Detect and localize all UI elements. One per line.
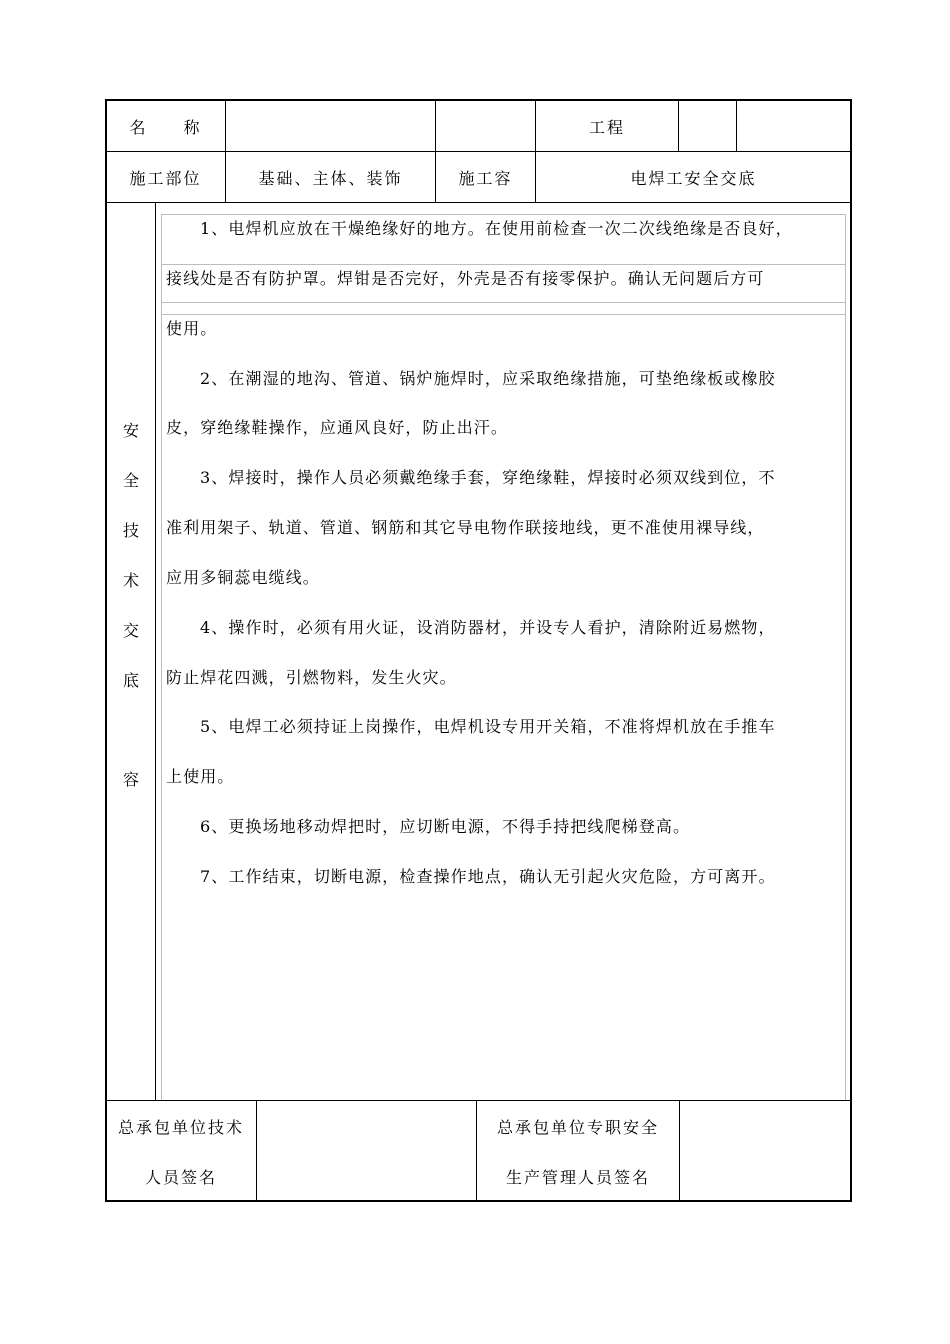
body-line: 使用。 xyxy=(166,319,218,338)
body-line: 准利用架子、轨道、管道、钢筋和其它导电物作联接地线，更不准使用裸导线， xyxy=(166,518,765,537)
body-line: 5、电焊工必须持证上岗操作，电焊机设专用开关箱，不准将焊机放在手推车 xyxy=(200,717,776,736)
tech-signature-label: 总承包单位技术 xyxy=(117,1117,244,1137)
side-label-char: 容 xyxy=(122,770,139,789)
text-frame xyxy=(161,214,846,215)
safety-signature-label: 总承包单位专职安全 xyxy=(496,1117,659,1137)
text-frame xyxy=(161,302,846,303)
body-line: 6、更换场地移动焊把时，应切断电源，不得手持把线爬梯登高。 xyxy=(200,817,691,836)
side-label-char: 交 xyxy=(122,621,139,640)
side-label-char: 术 xyxy=(122,571,139,590)
body-line: 7、工作结束，切断电源，检查操作地点，确认无引起火灾危险，方可离开。 xyxy=(200,867,776,886)
text-frame xyxy=(161,214,162,1100)
body-line: 接线处是否有防护罩。焊钳是否完好，外壳是否有接零保护。确认无问题后方可 xyxy=(166,269,765,288)
row-divider-2 xyxy=(106,202,851,203)
text-frame xyxy=(845,214,846,1100)
col-divider xyxy=(678,100,679,151)
content-label: 施工容 xyxy=(458,168,513,188)
body-line: 1、电焊机应放在干燥绝缘好的地方。在使用前检查一次二次线绝缘是否良好， xyxy=(200,219,793,238)
body-line: 2、在潮湿的地沟、管道、锅炉施焊时，应采取绝缘措施，可垫绝缘板或橡胶 xyxy=(200,369,776,388)
safety-signature-field[interactable] xyxy=(680,1101,850,1200)
side-label-char: 技 xyxy=(122,521,139,540)
tech-signature-label: 人员签名 xyxy=(144,1167,217,1187)
body-line: 防止焊花四溅，引燃物料，发生火灾。 xyxy=(166,668,457,687)
body-line: 4、操作时，必须有用火证，设消防器材，并设专人看护，清除附近易燃物， xyxy=(200,618,776,637)
body-line: 应用多铜蕊电缆线。 xyxy=(166,568,320,587)
text-frame xyxy=(161,264,846,265)
section-label: 施工部位 xyxy=(129,168,202,188)
col-divider xyxy=(155,202,156,1100)
tech-signature-field[interactable] xyxy=(257,1101,476,1200)
side-label-char: 全 xyxy=(122,471,139,490)
section-value: 基础、主体、装饰 xyxy=(258,168,403,188)
body-line: 上使用。 xyxy=(166,767,235,786)
text-frame xyxy=(161,314,846,315)
side-label-char: 底 xyxy=(122,671,139,690)
side-label-char: 安 xyxy=(122,421,139,440)
content-value: 电焊工安全交底 xyxy=(630,168,757,188)
body-line: 3、焊接时，操作人员必须戴绝缘手套，穿绝缘鞋，焊接时必须双线到位，不 xyxy=(200,468,776,487)
body-line: 皮，穿绝缘鞋操作，应通风良好，防止出汗。 xyxy=(166,418,509,437)
safety-signature-label: 生产管理人员签名 xyxy=(505,1167,650,1187)
name-label: 名 称 xyxy=(129,117,202,137)
project-label: 工程 xyxy=(588,117,625,137)
col-divider xyxy=(736,100,737,151)
